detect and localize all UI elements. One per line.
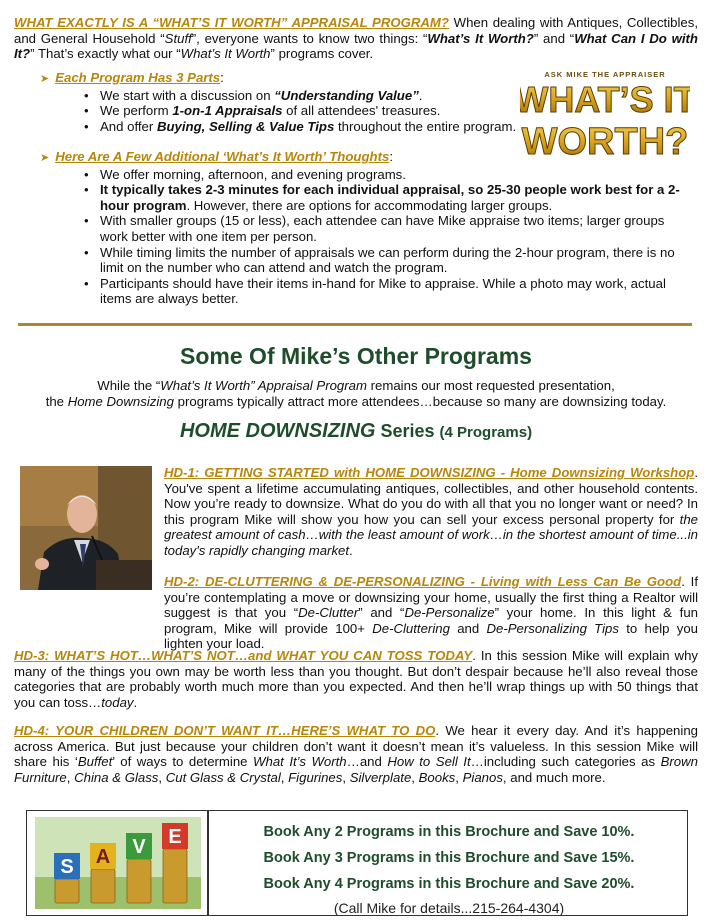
save-letter-e: E [168,826,182,848]
hd1-paragraph: HD-1: GETTING STARTED with HOME DOWNSIZING - Home Downsizing Workshop. You've spent a lifetime accumulating antiques, collectibles, and other household contents. Now you’re ready to downsize. What do you do with all that you no longer want or need? In this program Mike will show you how you can sell your excess personal property for the greatest amount of cash…with the least amount of work…in the shortest amount of time...in today's rapidly changing market. [164,465,698,558]
intro-question-1: What’s It Worth? [427,30,534,46]
list-item: • We perform 1-on-1 Appraisals of all attendees' treasures. [82,103,520,119]
list-item: • It typically takes 2-3 minutes for each individual appraisal, so 25-30 people work best for a 2-hour program. However, there are options for accommodating larger groups. [82,182,685,213]
hd4-paragraph: HD-4: YOUR CHILDREN DON’T WANT IT…HERE’S WHAT TO DO. We hear it every day. And it’s happening across America. But just because your children don’t want it doesn’t mean it’s valueless. In this session Mike will share his ‘Buffet’ of ways to determine What It’s Worth…and How to Sell It…including such categories as Brown Furniture, China & Glass, Cut Glass & Crystal, Figurines, Silverplate, Books, Pianos, and much more. [14,723,698,785]
list-item: • With smaller groups (15 or less), each attendee can have Mike appraise two items; larger groups work better with one item per person. [82,213,685,244]
intro-stuff: Stuff [164,30,192,46]
intro-text: ” programs cover. [270,46,374,62]
intro-wiw: What’s It Worth [180,46,271,62]
speaker-photo-graphic [20,466,152,590]
other-programs-intro: While the “What’s It Worth” Appraisal Program remains our most requested presentation, the Home Downsizing programs typically attract more attendees…because so many are downsizing today. [45,378,667,409]
save-image [35,817,201,909]
offer-list [211,819,687,919]
intro-text: ” That’s exactly what our “ [30,46,181,62]
section-divider [18,323,692,326]
intro-text: ”, everyone wants to know two things: “ [191,30,428,46]
series-title: HOME DOWNSIZING Series (4 Programs) [179,420,533,442]
hd2-heading: HD-2: DE-CLUTTERING & DE-PERSONALIZING - Living with Less Can Be Good [164,574,682,589]
offer-3-programs: Book Any 3 Programs in this Brochure and Save 15%. [263,850,635,866]
intro-text: When dealing with Antiques, Collectibles, and General Household “ [14,15,698,46]
list-item: • We offer morning, afternoon, and evening programs. [82,167,685,183]
logo-tagline: ASK MIKE THE APPRAISER [544,70,666,79]
thoughts-colon: : [389,149,393,164]
speaker-photo [20,466,152,590]
save-graphic [35,817,201,909]
intro-heading: WHAT EXACTLY IS A “WHAT’S IT WORTH” APPRAISAL PROGRAM? [14,15,449,30]
hd1-heading: HD-1: GETTING STARTED with HOME DOWNSIZING - Home Downsizing Workshop [164,465,695,480]
parts-heading: Each Program Has 3 Parts [55,70,221,85]
save-letter-s: S [60,856,74,878]
save-letter-v: V [132,836,146,858]
whats-it-worth-logo [520,66,690,160]
intro-text: ” and “ [533,30,575,46]
call-for-details: (Call Mike for details...215-264-4304) [333,900,565,916]
hd4-heading: HD-4: YOUR CHILDREN DON’T WANT IT…HERE’S WHAT TO DO [14,723,436,738]
hd2-paragraph: HD-2: DE-CLUTTERING & DE-PERSONALIZING - Living with Less Can Be Good. If you’re contemplating a move or downsizing your home, usually the first thing a Realtor will suggest is that you “De-Clutter” and “De-Personalize” your home. In this light & fun program, Mike will provide 100+ De-Cluttering and De-Personalizing Tips to help you lighten your load. [164,574,698,652]
offer-4-programs: Book Any 4 Programs in this Brochure and Save 20%. [263,876,635,892]
parts-colon: : [220,70,224,85]
logo-line-2: WORTH? [521,121,689,160]
parts-list [82,88,520,135]
parts-section [40,70,520,134]
thoughts-heading: Here Are A Few Additional ‘What’s It Worth’ Thoughts [55,149,390,164]
discount-offer-box [26,810,688,916]
thoughts-section [40,149,685,307]
thoughts-list [82,167,685,307]
logo-graphic [520,66,690,160]
arrow-icon: ➤ [40,152,50,164]
list-item: • While timing limits the number of appraisals we can perform during the 2-hour program, there is no limit on the number who can attend and watch the program. [82,245,685,276]
list-item: • And offer Buying, Selling & Value Tips throughout the entire program. [82,119,520,135]
other-programs-title: Some Of Mike’s Other Programs [180,343,532,369]
offer-2-programs: Book Any 2 Programs in this Brochure and Save 10%. [263,824,635,840]
intro-question-2: What Can I Do with It? [14,30,698,62]
list-item: • Participants should have their items in-hand for Mike to appraise. While a photo may work, actual items are always better. [82,276,685,307]
logo-line-1: WHAT’S IT [520,79,690,120]
box-divider [207,811,209,915]
intro-paragraph [14,15,698,62]
arrow-icon: ➤ [40,73,50,85]
list-item: • We start with a discussion on “Understanding Value”. [82,88,520,104]
hd3-heading: HD-3: WHAT’S HOT…WHAT’S NOT…and WHAT YOU CAN TOSS TODAY [14,648,473,663]
hd3-paragraph: HD-3: WHAT’S HOT…WHAT’S NOT…and WHAT YOU CAN TOSS TODAY. In this session Mike will explain why many of the things you own may be worth less than you thought. But don’t despair because he’ll also reveal those categories that are probably worth much more than you expected. And then he’ll wrap things up with 50 things that you can toss…today. [14,648,699,710]
save-letter-a: A [95,846,111,868]
